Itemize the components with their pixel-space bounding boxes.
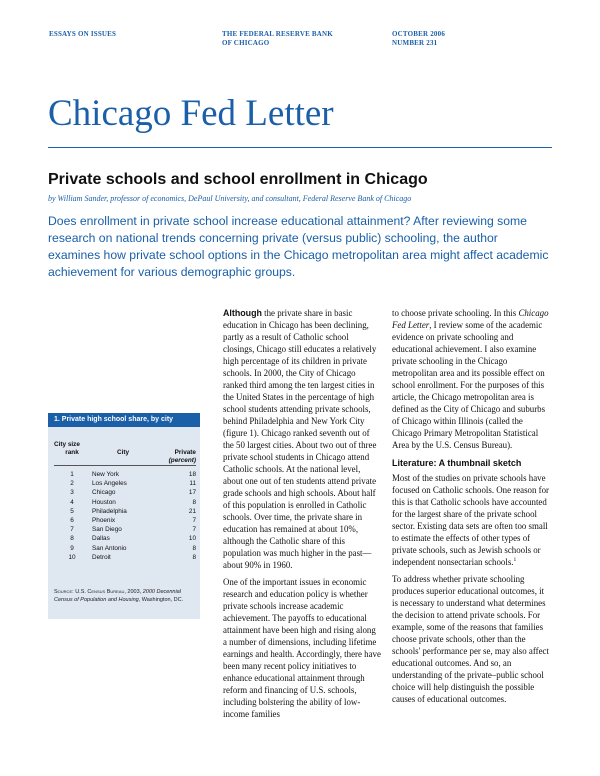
source-place: , Washington, DC.: [138, 597, 184, 603]
publisher-line-1: THE FEDERAL RESERVE BANK: [222, 30, 333, 38]
rank-cell: 5: [70, 507, 74, 515]
table-row: [54, 534, 196, 543]
private-cell: 8: [192, 498, 196, 506]
rank-cell: 4: [70, 498, 74, 506]
table-row: [54, 516, 196, 525]
source-agency: U.S. Census Bureau, 2003,: [75, 589, 142, 595]
rank-header-line-1: City size: [54, 441, 80, 448]
rank-cell: 8: [70, 535, 74, 543]
city-cell: Chicago: [92, 489, 116, 497]
city-cell: San Antonio: [92, 544, 127, 552]
city-cell: Phoenix: [92, 517, 116, 525]
masthead-title: Chicago Fed Letter: [48, 93, 334, 134]
paragraph-3-text-b: , I review some of the academic evidence on private schooling and educational achievement. I also examine private schooling in the Chicago metropolitan area and its possible effect on school enrollment. For the purposes of this article, the Chicago metropolitan area is defined as the City of Chicago and suburbs of Chicago within Illinois (called the Chicago Primary Metropolitan Statistical Area by the U.S. Census Bureau).: [392, 320, 546, 450]
paragraph-1: [223, 307, 381, 571]
rank-cell: 7: [70, 526, 74, 534]
rank-cell: 3: [70, 489, 74, 497]
paragraph-4-text: Most of the studies on private schools have focused on Catholic schools. One reason for this is that Catholic schools have accounted for the largest share of the private school sector. Existing data sets are often too small to estimate the effects of other types of private schools, such as Jewish schools or independent nonsectarian schools.: [392, 473, 549, 567]
private-cell: 7: [192, 526, 196, 534]
table-row: [54, 498, 196, 507]
city-cell: San Diego: [92, 526, 122, 534]
rank-cell: 2: [70, 480, 74, 488]
rank-cell: 1: [70, 471, 74, 478]
byline: by William Sander, professor of economics, DePaul University, and consultant, Federal Reserve Bank of Chicago: [48, 194, 412, 203]
article-title: Private schools and school enrollment in Chicago: [48, 171, 428, 188]
city-header: City: [116, 449, 130, 456]
table-row: [54, 544, 196, 553]
private-cell: 10: [188, 535, 196, 543]
publisher-label: [222, 30, 333, 48]
percent-header: (percent): [154, 457, 196, 466]
rank-cell: 6: [70, 517, 74, 525]
header-spacer: [154, 441, 196, 449]
private-cell: 7: [192, 517, 196, 525]
paragraph-3: [392, 307, 552, 451]
figure-title-bar: [48, 413, 200, 427]
city-cell: New York: [92, 471, 119, 478]
publisher-line-2: OF CHICAGO: [222, 39, 270, 47]
figure-title: 1. Private high school share, by city: [54, 416, 174, 423]
series-label: [49, 30, 116, 39]
city-cell: Los Angeles: [92, 480, 127, 488]
issue-number: NUMBER 231: [392, 39, 438, 47]
publication-name: Chicago Fed Letter: [392, 308, 549, 330]
table-row: [54, 470, 196, 479]
private-cell: 8: [192, 553, 196, 561]
rank-cell: 9: [70, 544, 74, 552]
abstract: Does enrollment in private school increase educational attainment? After reviewing some research on national trends concerning private (versus public) schooling, the author examines how private school options in the Chicago metropolitan area might affect academic achievement for various demographic groups.: [48, 214, 549, 279]
masthead-rule: [48, 147, 552, 148]
paragraph-3-text-a: to choose private schooling. In this: [392, 308, 519, 318]
source-title: 2000 Decennial Census of Population and Housing: [54, 589, 181, 603]
paragraph-1-text: the private share in basic education in Chicago has been declining, partly as a result of Catholic school closings, Chicago still educates a relatively high percentage of its children in private schools. In 2000, the City of Chicago ranked third among the ten largest cities in the United States in the percentage of high school students attending private schools, behind Philadelphia and New York City (figure 1). Chicago ranked seventh out of the 50 largest cities. About two out of three private school students in Chicago attend Catholic schools. At the national level, about one out of ten students attend private grade schools and high schools. About half of this population is enrolled in Catholic schools. Over time, the private share in education has remained at about 10%, although the Catholic share of this population was much higher in the past—about 90% in 1960.: [223, 308, 377, 570]
figure-header-row-2: [54, 449, 196, 457]
header-spacer: [54, 457, 90, 466]
rank-cell: 10: [68, 553, 76, 561]
city-cell: Houston: [92, 498, 116, 506]
private-cell: 17: [188, 489, 196, 497]
figure-panel: [48, 427, 200, 619]
figure-table: [54, 441, 196, 562]
paragraph-2: One of the important issues in economic research and education policy is whether private schools increase academic achievement. The payoffs to educational attainment have been high and rising along a number of dimensions, including lifetime earnings and health. Accordingly, there have been many recent policy initiatives to enhance educational attainment through reform and financing of U.S. schools, including bolstering the ability of low-income families: [223, 577, 381, 719]
table-row: [54, 507, 196, 516]
header-spacer: [90, 457, 154, 466]
issue-date: OCTOBER 2006: [392, 30, 446, 38]
paragraph-5: To address whether private schooling produces superior educational outcomes, it is necessary to understand what determines the decision to attend private schools. For example, some of the reasons that families choose private schools, other than the schools' performance per se, may also affect educational outcomes. And so, an understanding of the private–public school choice will help distinguish the possible causes of educational outcomes.: [392, 574, 549, 704]
rank-header-line-2: rank: [65, 449, 79, 456]
table-row: [54, 553, 196, 562]
source-label: Source:: [54, 589, 74, 595]
figure-header-row-1: [54, 441, 196, 449]
city-cell: Philadelphia: [92, 507, 127, 515]
header-spacer: [90, 441, 154, 449]
table-row: [54, 488, 196, 497]
private-header: Private: [174, 449, 196, 456]
paragraph-4: [392, 472, 552, 568]
section-subhead: Literature: A thumbnail sketch: [392, 458, 522, 468]
table-row: [54, 525, 196, 534]
body-column-2: [392, 307, 552, 705]
footnote-marker: 1: [513, 557, 517, 564]
body-column-1: [223, 307, 381, 720]
paragraph-lead: Although: [223, 308, 262, 318]
private-cell: 8: [192, 544, 196, 552]
city-cell: Dallas: [92, 535, 110, 543]
series-text: ESSAYS ON ISSUES: [49, 30, 117, 38]
figure-header-row-3: [54, 457, 196, 466]
issue-label: [392, 30, 445, 48]
figure-source: [54, 588, 196, 604]
private-cell: 18: [188, 471, 196, 478]
private-cell: 21: [188, 507, 196, 515]
table-row: [54, 479, 196, 488]
city-cell: Detroit: [92, 553, 111, 561]
private-cell: 11: [189, 480, 196, 488]
